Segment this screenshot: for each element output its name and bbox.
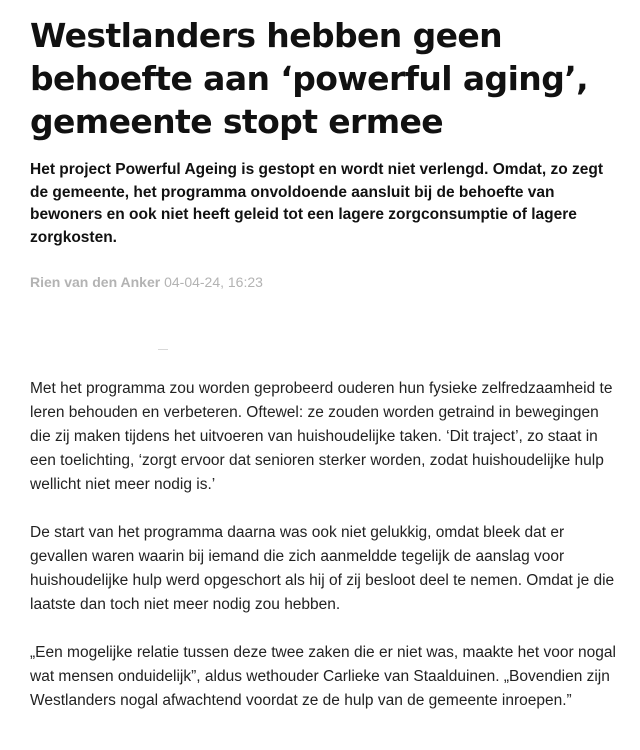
body-paragraph-1: Met het programma zou worden geprobeerd ouderen hun fysieke zelfredzaamheid te leren behouden en verbeteren. Oftewel: ze zouden worden getraind in bewegingen die zij maken tijdens het uitvoeren van huishoudelijke taken. ‘Dit traject’, zo staat in een toelichting, ‘zorgt ervoor dat senioren sterker worden, zodat huishoudelijke hulp wellicht niet meer nodig is.’ [30,380,613,493]
article-body [30,377,620,713]
body-paragraph-2: De start van het programma daarna was ook niet gelukkig, omdat bleek dat er gevallen waren waarin bij iemand die zich aanmeldde tegelijk de aanslag voor huishoudelijke hulp werd opgeschort als hij of zij besloot deel te nemen. Omdat je die laatste dan toch niet meer nodig zou hebben. [30,524,615,613]
article-byline [30,273,620,291]
publish-datetime: 04-04-24, 16:23 [164,274,263,290]
body-paragraph-3: „Een mogelijke relatie tussen deze twee zaken die er niet was, maakte het voor nogal wat mensen onduidelijk”, aldus wethouder Carlieke van Staalduinen. „Bovendien zijn Westlanders nogal afwachtend voordat ze de hulp van de gemeente inroepen.” [30,644,616,709]
article-headline: Westlanders hebben geen behoefte aan ‘powerful aging’, gemeente stopt ermee [30,16,589,141]
media-placeholder [30,291,620,377]
media-divider-mark [158,349,168,350]
article-intro: Het project Powerful Ageing is gestopt en wordt niet verlengd. Omdat, zo zegt de gemeente, het programma onvoldoende aansluit bij de behoefte van bewoners en ook niet heeft geleid tot een lagere zorgconsumptie of lagere zorgkosten. [30,161,603,246]
article [30,14,620,737]
author-name[interactable]: Rien van den Anker [30,274,161,290]
